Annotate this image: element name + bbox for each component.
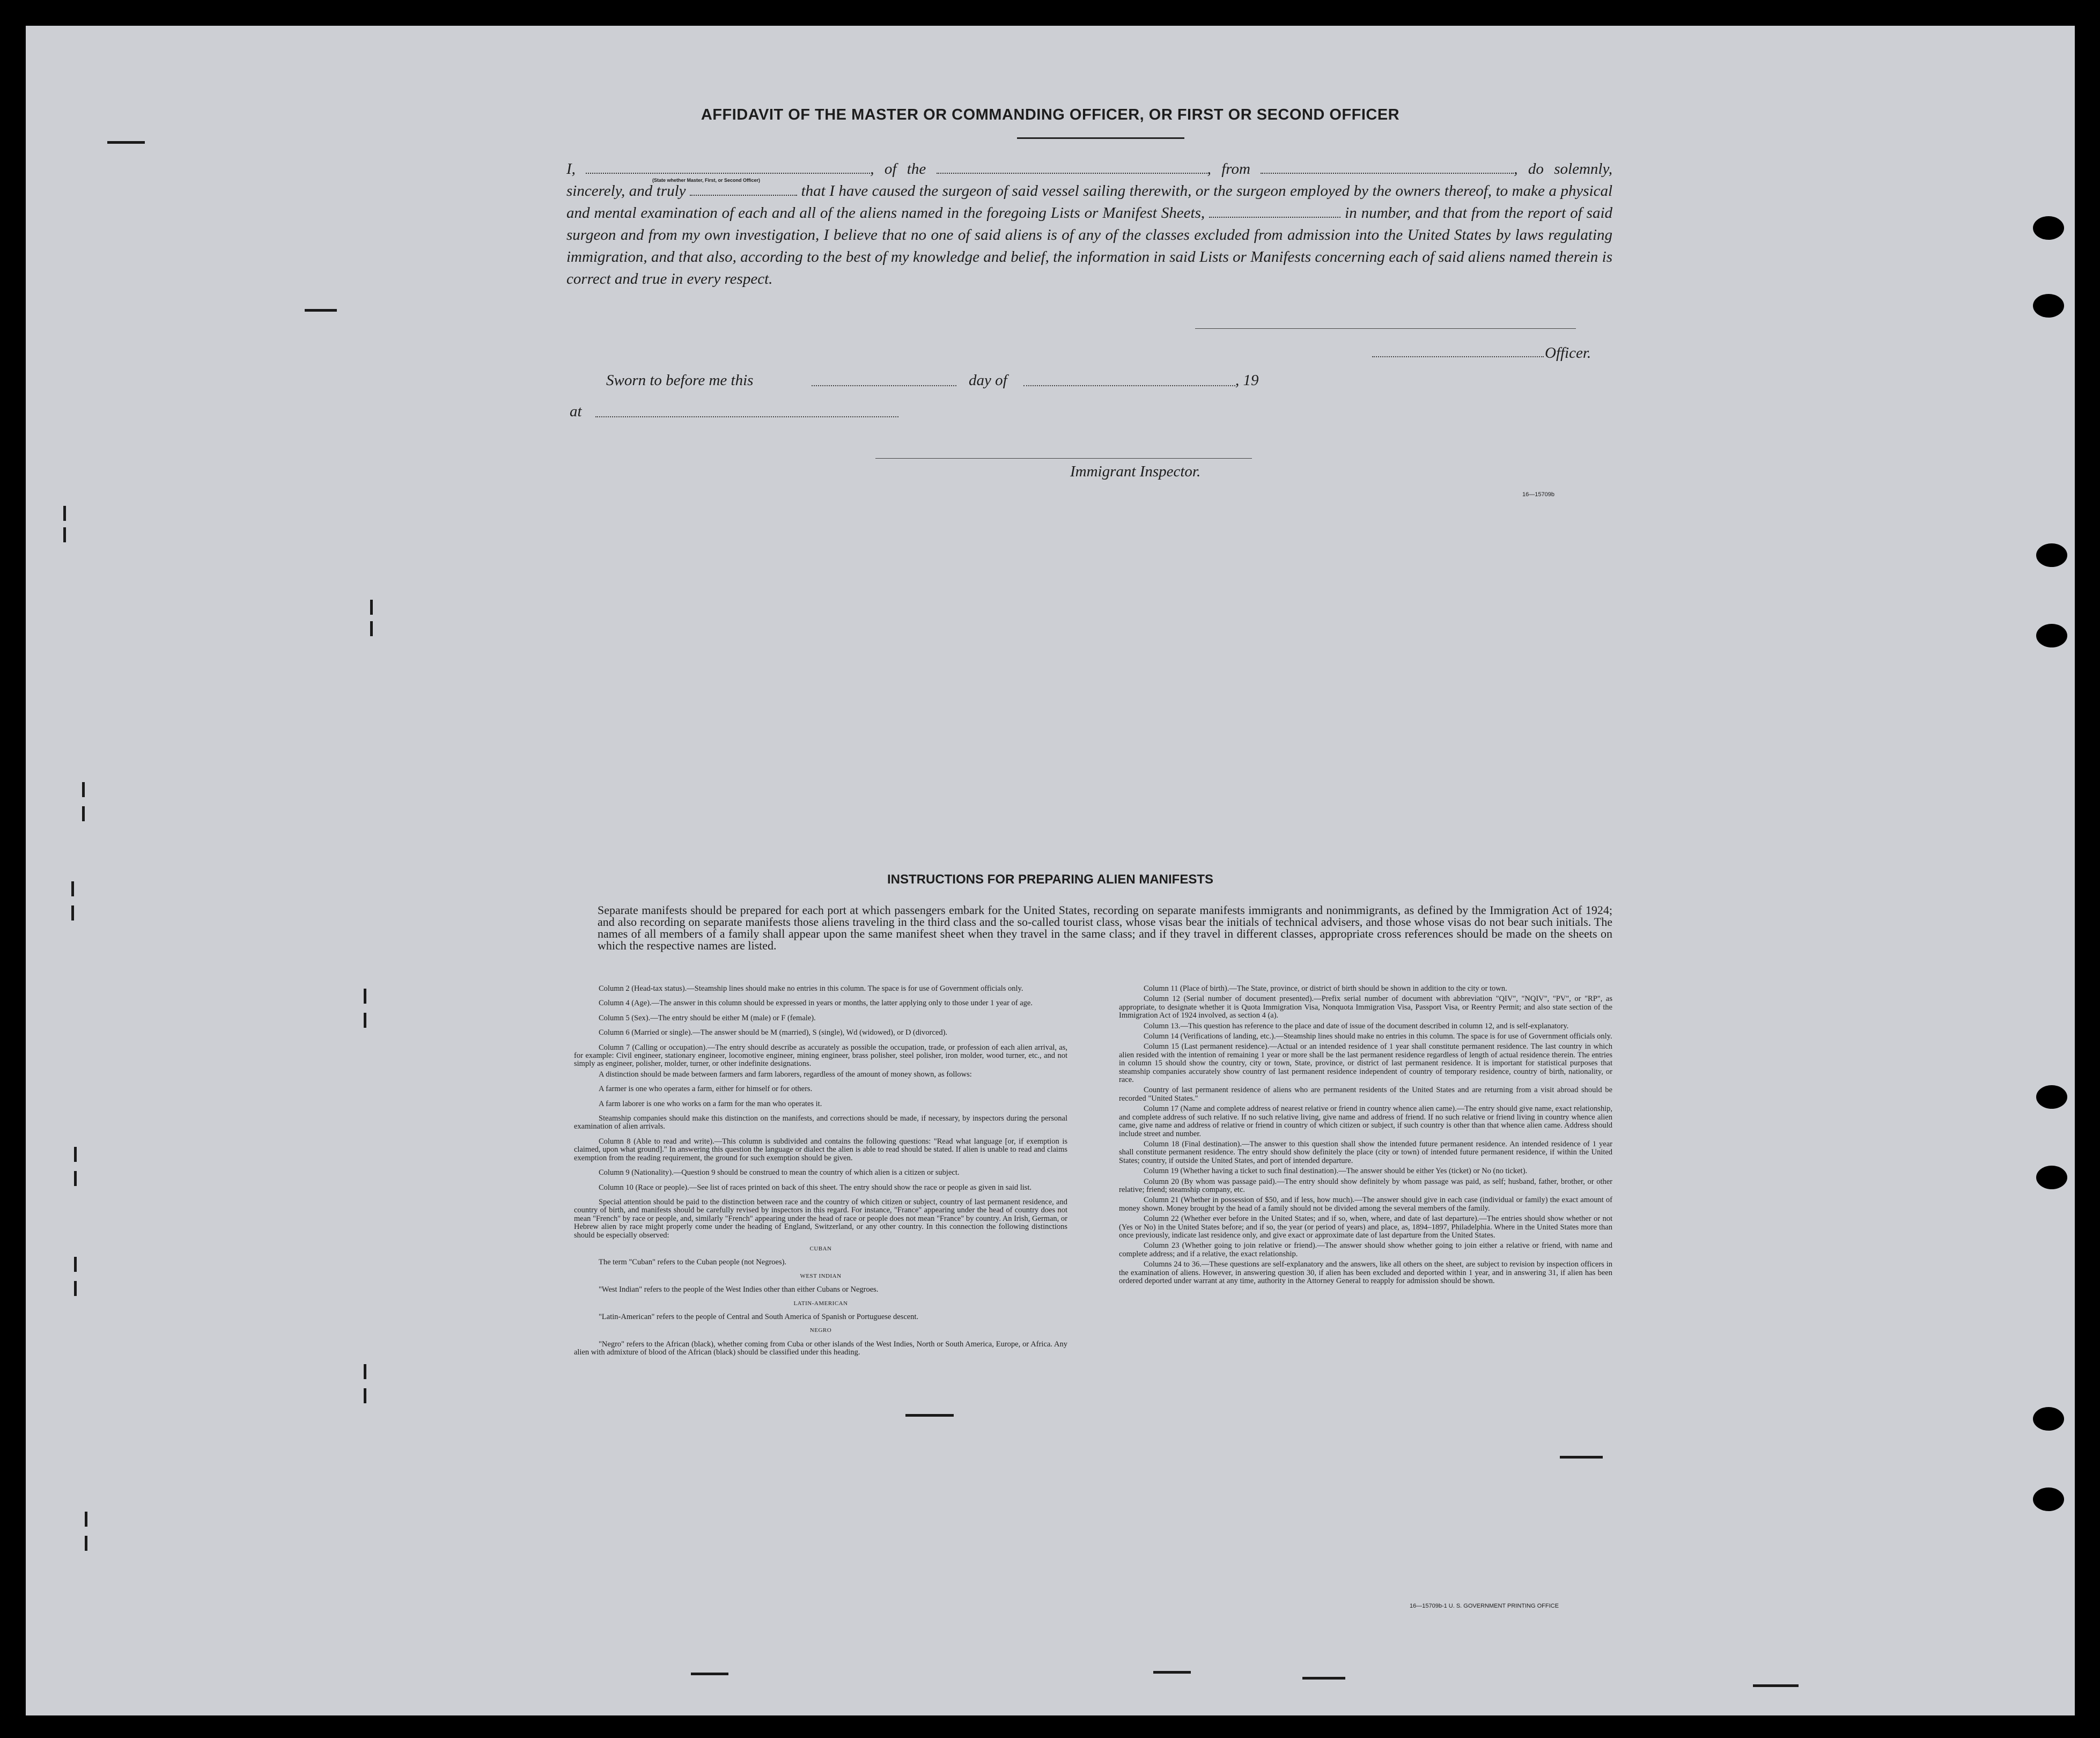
printing-office-footer: 16—15709b-1 U. S. GOVERNMENT PRINTING OFFICE <box>1410 1603 1559 1609</box>
instructions-title: INSTRUCTIONS FOR PREPARING ALIEN MANIFESTS <box>887 872 1213 887</box>
officer-name-field[interactable] <box>586 162 870 174</box>
affidavit-title: AFFIDAVIT OF THE MASTER OR COMMANDING OFFICER, OR FIRST OR SECOND OFFICER <box>701 106 1400 123</box>
heading-cuban: CUBAN <box>809 1245 832 1252</box>
scan-mark <box>364 1364 366 1379</box>
solemnly-label: solemnly, sincerely, and truly <box>566 160 1612 200</box>
instruction-col11: Column 11 (Place of birth).—The State, province, or district of birth should be shown in addition to the city or town. <box>1144 984 1507 993</box>
form-number: 16—15709b <box>1522 491 1554 498</box>
punch-hole <box>2036 1166 2067 1189</box>
manifest-sheet <box>26 26 2075 1715</box>
instruction-distinction: Steamship companies should make this distinction on the manifests, and corrections should be made, if necessary, by inspectors during the personal examination of alien arrivals. <box>574 1114 1067 1131</box>
scan-mark <box>63 527 66 542</box>
scan-mark <box>1560 1456 1603 1459</box>
instruction-farmer-def: A farmer is one who operates a farm, either for himself or for others. <box>599 1085 813 1094</box>
instruction-col17: Column 17 (Name and complete address of nearest relative or friend in country whence alien came).—The entry should give name, exact relationship, and complete address of such relative. If no such relative living, give name and address of friend. If no such relative or friend living in country whence alien came, give name and address of relative or friend in country of which citizen or subject, if such country is other than that whence alien came. Address should include street and number. <box>1119 1104 1612 1138</box>
instruction-laborer-def: A farm laborer is one who works on a farm for the man who operates it. <box>599 1099 822 1108</box>
punch-hole <box>2033 1487 2064 1511</box>
instruction-col23: Column 23 (Whether going to join relative or friend).—The answer should show whether going to join either a relative or friend, with name and complete address; and if a relative, the exact relationship. <box>1119 1241 1612 1258</box>
instruction-col22: Column 22 (Whether ever before in the United States; and if so, when, where, and date of last departure).—The entries should show whether or not (Yes or No) in the United States before; and if so, the year (or period of years) and place, as, 1894–1897, Philadelphia. Where in the United States more than once previously, indicate last residence only, and give exact or approximate date of last departure from the United States. <box>1119 1214 1612 1240</box>
instruction-col2: Column 2 (Head-tax status).—Steamship lines should make no entries in this column. The space is for use of Government officials only. <box>599 984 1023 993</box>
scan-mark <box>1302 1677 1345 1680</box>
year-label: , 19 <box>1235 372 1259 389</box>
i-label: I, <box>566 160 576 178</box>
scan-mark <box>74 1147 77 1162</box>
sworn-month-field[interactable] <box>1023 384 1235 386</box>
scan-mark <box>74 1171 77 1186</box>
do-label: , do <box>1514 160 1544 178</box>
instructions-left-column <box>574 985 1067 1359</box>
at-label: at <box>570 403 582 420</box>
instruction-col14: Column 14 (Verifications of landing, etc.).—Steamship lines should make no entries in this column. The space is for use of Government officials only. <box>1144 1032 1612 1041</box>
instruction-col5: Column 5 (Sex).—The entry should be either M (male) or F (female). <box>599 1013 816 1022</box>
instruction-col8: Column 8 (Able to read and write).—This column is subdivided and contains the following questions: "Read what language [or, if exemption is claimed, upon what ground]." In answering this question the language or dialect the alien is able to read should be stated. If alien is unable to read and claims exemption from the reading requirement, the ground for such exemption should be given. <box>574 1137 1067 1162</box>
scan-mark <box>1153 1671 1191 1674</box>
from-label: , from <box>1207 160 1250 178</box>
scan-mark <box>364 1388 366 1403</box>
scan-mark <box>74 1281 77 1296</box>
scan-mark <box>905 1414 954 1417</box>
instruction-col13: Column 13.—This question has reference to the place and date of issue of the document described in column 12, and is self-explanatory. <box>1144 1021 1569 1030</box>
officer-signature-line[interactable] <box>1195 327 1576 329</box>
scan-mark <box>82 782 85 797</box>
definition-west-indian: "West Indian" refers to the people of the West Indies other than either Cubans or Negroes. <box>599 1285 879 1294</box>
affidavit-body <box>566 158 1612 290</box>
punch-hole <box>2036 543 2067 567</box>
inspector-signature-line[interactable] <box>875 457 1252 459</box>
instruction-col19: Column 19 (Whether having a ticket to such final destination).—The answer should be either Yes (ticket) or No (no ticket). <box>1144 1167 1528 1176</box>
instruction-col18: Column 18 (Final destination).—The answer to this question shall show the intended future permanent residence. An intended residence of 1 year shall constitute permanent residence. The entry should show definitely the place (city or town) of intended future permanent residence, if within the United States; country, if outside the United States, and port of intended departure. <box>1119 1139 1612 1165</box>
scan-mark <box>74 1257 77 1272</box>
instruction-col7: Column 7 (Calling or occupation).—The entry should describe as accurately as possible the occupation, trade, or profession of each alien arrival, as, for example: Civil engineer, stationary engineer, locomotive engineer, mining engineer, brass polisher, steel polisher, iron molder, wood turner, etc., and not simply as engineer, polisher, molder, turner, or other indefinite designations. <box>574 1043 1067 1069</box>
instruction-col6: Column 6 (Married or single).—The answer should be M (married), S (single), Wd (widowed), or D (divorced). <box>599 1028 948 1037</box>
scan-mark <box>305 309 337 312</box>
punch-hole <box>2033 294 2064 318</box>
sworn-day-field[interactable] <box>812 384 956 386</box>
instruction-col15: Column 15 (Last permanent residence).—Actual or an intended residence of 1 year shall constitute permanent residence. The last country in which alien resided with the intention of remaining 1 year or more shall be the last permanent residence regardless of length of actual residence therein. The entries in column 15 should show the country, city or town, State, province, or district of last permanent residence. It is important for statistical purposes that steamship companies accurately show country of last permanent residence independent of country of temporary residence, country of birth, nationality, or race. <box>1119 1042 1612 1085</box>
vessel-name-field[interactable] <box>937 162 1207 174</box>
scan-mark <box>370 600 373 615</box>
title-rule <box>1017 137 1184 139</box>
punch-hole <box>2033 216 2064 240</box>
instruction-farmers: A distinction should be made between farmers and farm laborers, regardless of the amount of money shown, as follows: <box>599 1070 972 1079</box>
definition-negro: "Negro" refers to the African (black), whether coming from Cuba or other islands of the West Indies, North or South America, Europe, or Africa. Any alien with admixture of blood of the African (black) should be classified under this heading. <box>574 1339 1067 1357</box>
sheet-count-field[interactable] <box>1209 206 1340 218</box>
heading-latin-american: LATIN-AMERICAN <box>793 1300 848 1307</box>
day-of-label: day of <box>969 372 1007 389</box>
heading-negro: NEGRO <box>809 1327 832 1334</box>
affidavit-text-2: in number, and that from the report of said surgeon and from my own investigation, I believe that no one of said aliens is of any of the classes excluded from admission into the United States by laws regulating immigration, and that also, according to the best of my knowledge and belief, the information in said Lists or Manifests concerning each of said aliens named therein is correct and true in every respect. <box>566 204 1613 288</box>
instruction-race-country: Special attention should be paid to the distinction between race and the country of which citizen or subject, country of last permanent residence, and country of birth, and manifests should be carefully revised by inspectors in this regard. For instance, "France" appearing under the head of country does not mean "French" by race or people, and, similarly "French" appearing under the head of race or people does not mean "France" by country. An Irish, German, or Hebrew alien by race might properly come under the heading of England, Switzerland, or any other country. In this connection the following distinctions should be especially observed: <box>574 1197 1067 1240</box>
instruction-us-residence: Country of last permanent residence of aliens who are permanent residents of the United States and are returning from a visit abroad should be recorded "United States." <box>1119 1086 1612 1103</box>
heading-west-indian: WEST INDIAN <box>800 1272 842 1279</box>
punch-hole <box>2036 1085 2067 1109</box>
scan-mark <box>1753 1684 1799 1687</box>
instructions-intro: Separate manifests should be prepared for each port at which passengers embark for the United States, recording on separate manifests immigrants and nonimmigrants, as defined by the Immigration Act of 1924; and also recording on separate manifests those aliens traveling in the third class and the so-called tourist class, whose visas bear the initials of technical advisers, and those whose visas do not bear such initials. The names of all members of a family shall appear upon the same manifest sheet when they travel in the same class; and if they travel in different classes, appropriate cross references should be made on the sheets on which the respective names are listed. <box>598 903 1612 952</box>
scan-mark <box>82 806 85 821</box>
of-the-label: , of the <box>870 160 926 178</box>
sworn-place-field[interactable] <box>595 415 898 417</box>
instruction-col10: Column 10 (Race or people).—See list of races printed on back of this sheet. The entry should show the race or people as given in said list. <box>599 1183 1032 1192</box>
officer-label: Officer. <box>1545 344 1591 362</box>
instructions-right-column <box>1119 985 1612 1287</box>
scan-mark <box>85 1512 87 1527</box>
scan-mark <box>107 141 145 144</box>
departure-port-field[interactable] <box>1261 162 1514 174</box>
instruction-col9: Column 9 (Nationality).—Question 9 should be construed to mean the country of which alien is a citizen or subject. <box>599 1168 960 1177</box>
affidavit-text-1: that I have caused the surgeon of said vessel sailing therewith, or the surgeon employed by the owners thereof, to make a physical and mental examination of each and all of the aliens named in the foregoing Lists or Manifest Sheets, <box>566 182 1612 222</box>
scan-mark <box>71 905 74 920</box>
oath-form-field[interactable] <box>690 184 797 196</box>
instruction-col21: Column 21 (Whether in possession of $50, and if less, how much).—The answer should give in each case (individual or family) the exact amount of money shown. Money brought by the head of a family should not be divided among the several members of the family. <box>1119 1196 1612 1213</box>
instruction-col4: Column 4 (Age).—The answer in this column should be expressed in years or months, the latter applying only to those under 1 year of age. <box>599 999 1033 1008</box>
scan-mark <box>364 989 366 1004</box>
instruction-col12: Column 12 (Serial number of document presented).—Prefix serial number of document with abbreviation "QIV", "NQIV", "PV", or "RP", as appropriate, to designate whether it is Quota Immigration Visa, Nonquota Immigration Visa, Passport Visa, or Reentry Permit; and also state section of the Immigration Act of 1924 involved, as section 4 (a). <box>1119 995 1612 1020</box>
definition-latin-american: "Latin-American" refers to the people of Central and South America of Spanish or Portuguese descent. <box>599 1312 919 1321</box>
instruction-col20: Column 20 (By whom was passage paid).—The entry should show definitely by whom passage was paid, as self; husband, father, brother, or other relative; friend; steamship company, etc. <box>1119 1177 1612 1194</box>
punch-hole <box>2033 1407 2064 1431</box>
officer-rank-note: (State whether Master, First, or Second Officer) <box>652 178 761 183</box>
scan-mark <box>370 621 373 636</box>
scan-mark <box>691 1673 728 1675</box>
punch-hole <box>2036 624 2067 647</box>
scan-mark <box>63 506 66 521</box>
sworn-label: Sworn to before me this <box>606 372 754 389</box>
definition-cuban: The term "Cuban" refers to the Cuban people (not Negroes). <box>599 1258 787 1267</box>
scan-mark <box>364 1013 366 1028</box>
scan-mark <box>85 1536 87 1551</box>
officer-signature-field[interactable] <box>1372 355 1544 357</box>
instruction-col24-36: Columns 24 to 36.—These questions are self-explanatory and the answers, like all others on the sheet, are subject to revision by inspection officers in the examination of aliens. However, in answering question 30, if alien has been excluded and deported within 1 year, and in answering 31, if alien has been ordered deported under warrant at any time, authority in the Attorney General to reapply for admission should be shown. <box>1119 1260 1612 1285</box>
inspector-label: Immigrant Inspector. <box>1070 463 1201 480</box>
